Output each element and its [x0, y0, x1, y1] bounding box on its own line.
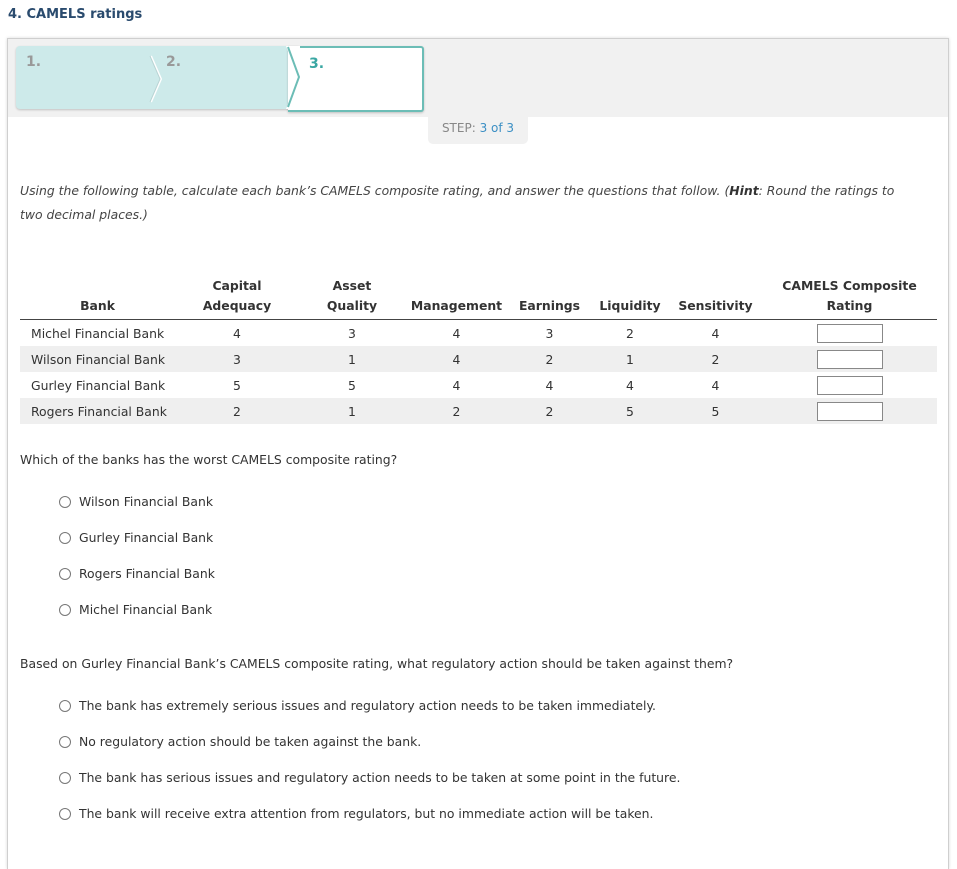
radio-button[interactable] [59, 772, 71, 784]
radio-button[interactable] [59, 808, 71, 820]
radio-button[interactable] [59, 496, 71, 508]
header-asset-quality: Asset Quality [299, 276, 405, 320]
cell-earnings: 3 [545, 325, 554, 341]
cell-capital: 5 [233, 377, 241, 393]
option-label[interactable]: The bank has extremely serious issues and regulatory action needs to be taken immediately. [79, 698, 656, 713]
option-label[interactable]: No regulatory action should be taken against the bank. [79, 734, 422, 749]
cell-rating [762, 320, 937, 347]
cell-liquidity: 2 [626, 325, 634, 341]
step-tabs [16, 46, 422, 109]
cell-capital: 2 [175, 398, 299, 424]
question-1-text: Which of the banks has the worst CAMELS composite rating? [20, 452, 398, 467]
rating-input-michel[interactable] [817, 324, 883, 343]
q2-option[interactable] [59, 698, 656, 713]
radio-button[interactable] [59, 568, 71, 580]
instructions-text-start: Using the following table, calculate each bank’s CAMELS composite rating, and answer the questions that follow. ( [20, 183, 730, 198]
radio-button[interactable] [59, 700, 71, 712]
cell-sensitivity: 2 [669, 346, 762, 372]
option-label[interactable]: Wilson Financial Bank [79, 494, 214, 509]
step-indicator-prefix: STEP: [441, 121, 476, 135]
table-header-row [20, 276, 937, 320]
table-row [20, 346, 937, 372]
cell-liquidity: 1 [591, 346, 669, 372]
header-liquidity: Liquidity [591, 276, 669, 320]
header-earnings: Earnings [508, 276, 591, 320]
cell-bank: Rogers Financial Bank [20, 398, 175, 424]
radio-button[interactable] [59, 532, 71, 544]
q2-option[interactable] [59, 806, 653, 821]
cell-rating [762, 398, 937, 424]
cell-rating [762, 372, 937, 398]
header-sensitivity: Sensitivity [669, 276, 762, 320]
cell-sensitivity: 4 [711, 377, 720, 393]
q1-option[interactable] [59, 494, 213, 509]
cell-rating [762, 346, 937, 372]
option-label[interactable]: Rogers Financial Bank [79, 566, 215, 581]
header-capital-adequacy: Capital Adequacy [175, 276, 299, 320]
q2-option[interactable] [59, 734, 421, 749]
cell-capital: 4 [233, 325, 241, 341]
q1-option[interactable] [59, 566, 215, 581]
header-management: Management [405, 276, 508, 320]
question-panel [7, 38, 949, 869]
rating-input-gurley[interactable] [817, 376, 883, 395]
step-navigation [8, 39, 948, 117]
page-title: 4. CAMELS ratings [8, 7, 143, 22]
q2-option[interactable] [59, 770, 680, 785]
option-label[interactable]: The bank will receive extra attention from regulators, but no immediate action will be taken. [79, 806, 654, 821]
active-step-arrow-icon [286, 46, 300, 109]
cell-liquidity: 5 [591, 398, 669, 424]
cell-earnings: 4 [545, 377, 554, 393]
step-indicator-current: 3 of 3 [479, 121, 515, 135]
step-separator-icon [149, 54, 163, 104]
table-row [20, 320, 937, 347]
cell-asset: 3 [348, 325, 356, 341]
table-row [20, 398, 937, 424]
instructions [20, 179, 920, 227]
camels-table [20, 276, 937, 424]
question-2-text: Based on Gurley Financial Bank’s CAMELS composite rating, what regulatory action should be taken against them? [20, 656, 734, 671]
step-tab-2[interactable]: 2. [166, 54, 182, 70]
header-composite-rating: CAMELS Composite Rating [762, 276, 937, 320]
instructions-text-end: : Round the ratings to two decimal places.) [20, 183, 895, 222]
cell-management: 2 [405, 398, 508, 424]
q1-option[interactable] [59, 602, 212, 617]
radio-button[interactable] [59, 736, 71, 748]
cell-capital: 3 [175, 346, 299, 372]
cell-bank: Michel Financial Bank [31, 325, 165, 341]
rating-input-rogers[interactable] [817, 402, 883, 421]
cell-asset: 1 [299, 346, 405, 372]
cell-earnings: 2 [508, 398, 591, 424]
cell-management: 4 [405, 346, 508, 372]
cell-earnings: 2 [508, 346, 591, 372]
cell-sensitivity: 5 [669, 398, 762, 424]
cell-bank: Gurley Financial Bank [31, 377, 166, 393]
header-bank: Bank [20, 276, 175, 320]
option-label[interactable]: Gurley Financial Bank [79, 530, 214, 545]
hint-label: Hint [729, 183, 759, 198]
cell-liquidity: 4 [626, 377, 634, 393]
step-tab-3[interactable]: 3. [309, 56, 325, 72]
option-label[interactable]: The bank has serious issues and regulatory action needs to be taken at some point in the future. [79, 770, 681, 785]
cell-sensitivity: 4 [711, 325, 720, 341]
cell-asset: 5 [348, 377, 356, 393]
step-indicator [428, 116, 528, 144]
radio-button[interactable] [59, 604, 71, 616]
cell-management: 4 [452, 325, 461, 341]
cell-asset: 1 [299, 398, 405, 424]
option-label[interactable]: Michel Financial Bank [79, 602, 213, 617]
rating-input-wilson[interactable] [817, 350, 883, 369]
q1-option[interactable] [59, 530, 213, 545]
step-tab-1[interactable]: 1. [26, 54, 42, 70]
cell-bank: Wilson Financial Bank [20, 346, 175, 372]
cell-management: 4 [452, 377, 461, 393]
table-row [20, 372, 937, 398]
